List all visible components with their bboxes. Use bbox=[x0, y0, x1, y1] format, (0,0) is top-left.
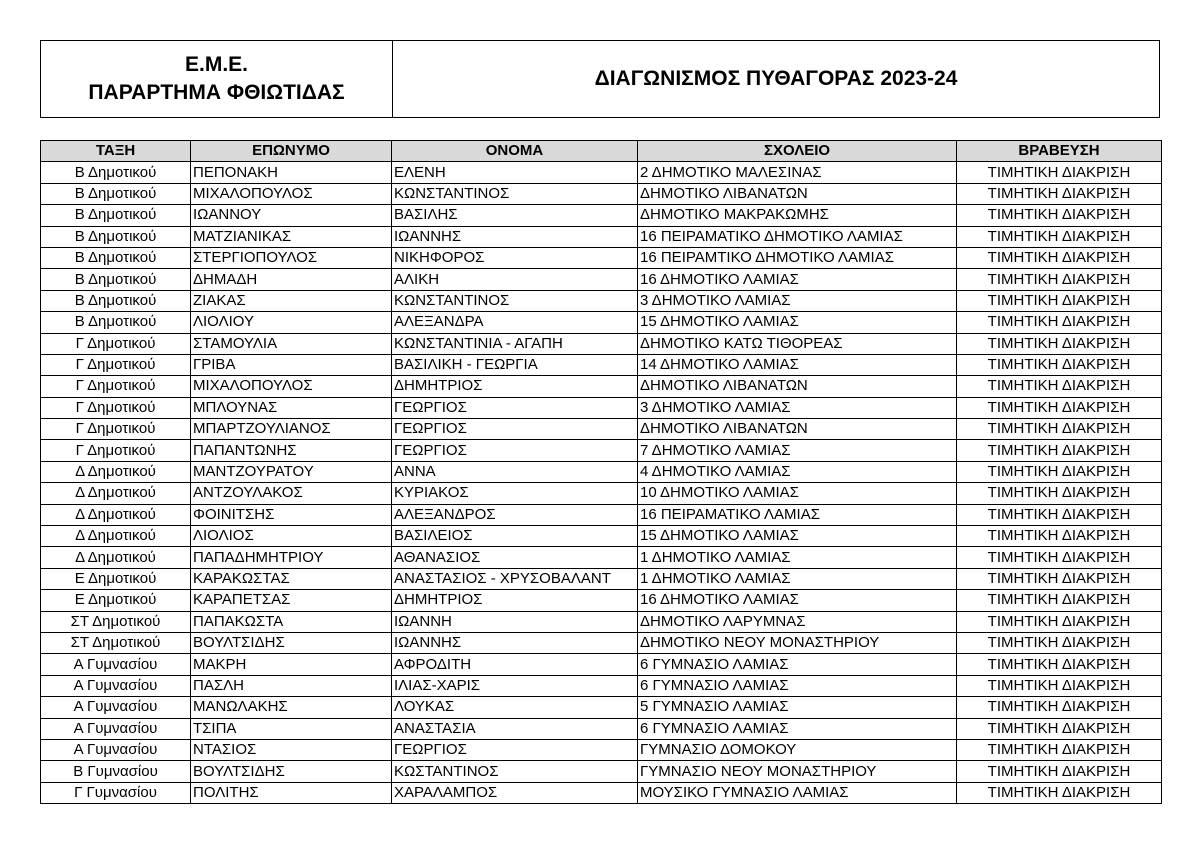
table-row bbox=[41, 526, 1162, 547]
school-cell: 6 ΓΥΜΝΑΣΙΟ ΛΑΜΙΑΣ bbox=[638, 718, 957, 739]
table-row bbox=[41, 590, 1162, 611]
surname-cell: ΠΑΠΑΝΤΩΝΗΣ bbox=[191, 440, 392, 461]
surname-cell: ΜΠΑΡΤΖΟΥΛΙΑΝΟΣ bbox=[191, 419, 392, 440]
class-cell: Δ Δημοτικού bbox=[41, 504, 191, 525]
first-name-cell: ΚΥΡΙΑΚΟΣ bbox=[392, 483, 638, 504]
surname-cell: ΔΗΜΑΔΗ bbox=[191, 269, 392, 290]
award-cell: ΤΙΜΗΤΙΚΗ ΔΙΑΚΡΙΣΗ bbox=[957, 290, 1162, 311]
class-cell: Α Γυμνασίου bbox=[41, 739, 191, 760]
class-cell: Β Δημοτικού bbox=[41, 162, 191, 183]
award-cell: ΤΙΜΗΤΙΚΗ ΔΙΑΚΡΙΣΗ bbox=[957, 461, 1162, 482]
surname-cell: ΜΙΧΑΛΟΠΟΥΛΟΣ bbox=[191, 183, 392, 204]
first-name-cell: ΑΦΡΟΔΙΤΗ bbox=[392, 654, 638, 675]
school-cell: ΔΗΜΟΤΙΚΟ ΚΑΤΩ ΤΙΘΟΡΕΑΣ bbox=[638, 333, 957, 354]
surname-cell: ΤΣΙΠΑ bbox=[191, 718, 392, 739]
surname-cell: ΦΟΙΝΙΤΣΗΣ bbox=[191, 504, 392, 525]
table-row bbox=[41, 312, 1162, 333]
table-row bbox=[41, 419, 1162, 440]
class-cell: Α Γυμνασίου bbox=[41, 675, 191, 696]
surname-cell: ΚΑΡΑΚΩΣΤΑΣ bbox=[191, 568, 392, 589]
table-row bbox=[41, 397, 1162, 418]
organization-branch: ΠΑΡΑΡΤΗΜΑ ΦΘΙΩΤΙΔΑΣ bbox=[88, 81, 345, 104]
class-cell: Δ Δημοτικού bbox=[41, 547, 191, 568]
surname-cell: ΜΑΚΡΗ bbox=[191, 654, 392, 675]
award-cell: ΤΙΜΗΤΙΚΗ ΔΙΑΚΡΙΣΗ bbox=[957, 312, 1162, 333]
surname-cell: ΚΑΡΑΠΕΤΣΑΣ bbox=[191, 590, 392, 611]
first-name-cell: ΝΙΚΗΦΟΡΟΣ bbox=[392, 247, 638, 268]
award-cell: ΤΙΜΗΤΙΚΗ ΔΙΑΚΡΙΣΗ bbox=[957, 397, 1162, 418]
surname-cell: ΣΤΕΡΓΙΟΠΟΥΛΟΣ bbox=[191, 247, 392, 268]
table-row bbox=[41, 504, 1162, 525]
award-cell: ΤΙΜΗΤΙΚΗ ΔΙΑΚΡΙΣΗ bbox=[957, 504, 1162, 525]
class-cell: Β Δημοτικού bbox=[41, 247, 191, 268]
award-cell: ΤΙΜΗΤΙΚΗ ΔΙΑΚΡΙΣΗ bbox=[957, 354, 1162, 375]
table-row bbox=[41, 290, 1162, 311]
results-table bbox=[40, 140, 1162, 804]
school-cell: 1 ΔΗΜΟΤΙΚΟ ΛΑΜΙΑΣ bbox=[638, 568, 957, 589]
document-header bbox=[40, 40, 1160, 118]
award-cell: ΤΙΜΗΤΙΚΗ ΔΙΑΚΡΙΣΗ bbox=[957, 739, 1162, 760]
organization-block bbox=[41, 41, 393, 117]
award-cell: ΤΙΜΗΤΙΚΗ ΔΙΑΚΡΙΣΗ bbox=[957, 547, 1162, 568]
class-cell: Β Δημοτικού bbox=[41, 312, 191, 333]
first-name-cell: ΔΗΜΗΤΡΙΟΣ bbox=[392, 376, 638, 397]
column-header-name: ΟΝΟΜΑ bbox=[392, 141, 638, 162]
class-cell: Γ Δημοτικού bbox=[41, 397, 191, 418]
first-name-cell: ΔΗΜΗΤΡΙΟΣ bbox=[392, 590, 638, 611]
school-cell: ΔΗΜΟΤΙΚΟ ΝΕΟΥ ΜΟΝΑΣΤΗΡΙΟΥ bbox=[638, 632, 957, 653]
award-cell: ΤΙΜΗΤΙΚΗ ΔΙΑΚΡΙΣΗ bbox=[957, 419, 1162, 440]
surname-cell: ΒΟΥΛΤΣΙΔΗΣ bbox=[191, 632, 392, 653]
school-cell: 16 ΔΗΜΟΤΙΚΟ ΛΑΜΙΑΣ bbox=[638, 590, 957, 611]
class-cell: Β Δημοτικού bbox=[41, 226, 191, 247]
award-cell: ΤΙΜΗΤΙΚΗ ΔΙΑΚΡΙΣΗ bbox=[957, 162, 1162, 183]
table-row bbox=[41, 611, 1162, 632]
table-row bbox=[41, 162, 1162, 183]
first-name-cell: ΑΛΕΞΑΝΔΡΟΣ bbox=[392, 504, 638, 525]
table-row bbox=[41, 654, 1162, 675]
school-cell: ΓΥΜΝΑΣΙΟ ΔΟΜΟΚΟΥ bbox=[638, 739, 957, 760]
first-name-cell: ΧΑΡΑΛΑΜΠΟΣ bbox=[392, 782, 638, 803]
first-name-cell: ΙΩΑΝΝΗΣ bbox=[392, 632, 638, 653]
award-cell: ΤΙΜΗΤΙΚΗ ΔΙΑΚΡΙΣΗ bbox=[957, 205, 1162, 226]
class-cell: Γ Δημοτικού bbox=[41, 419, 191, 440]
class-cell: ΣΤ Δημοτικού bbox=[41, 611, 191, 632]
table-row bbox=[41, 333, 1162, 354]
school-cell: 15 ΔΗΜΟΤΙΚΟ ΛΑΜΙΑΣ bbox=[638, 312, 957, 333]
table-row bbox=[41, 761, 1162, 782]
table-row bbox=[41, 247, 1162, 268]
award-cell: ΤΙΜΗΤΙΚΗ ΔΙΑΚΡΙΣΗ bbox=[957, 675, 1162, 696]
first-name-cell: ΑΝΑΣΤΑΣΙΟΣ - ΧΡΥΣΟΒΑΛΑΝΤ bbox=[392, 568, 638, 589]
school-cell: ΔΗΜΟΤΙΚΟ ΛΙΒΑΝΑΤΩΝ bbox=[638, 376, 957, 397]
class-cell: Γ Δημοτικού bbox=[41, 354, 191, 375]
table-row bbox=[41, 568, 1162, 589]
school-cell: 1 ΔΗΜΟΤΙΚΟ ΛΑΜΙΑΣ bbox=[638, 547, 957, 568]
award-cell: ΤΙΜΗΤΙΚΗ ΔΙΑΚΡΙΣΗ bbox=[957, 526, 1162, 547]
class-cell: Α Γυμνασίου bbox=[41, 654, 191, 675]
first-name-cell: ΑΘΑΝΑΣΙΟΣ bbox=[392, 547, 638, 568]
table-row bbox=[41, 697, 1162, 718]
surname-cell: ΜΑΤΖΙΑΝΙΚΑΣ bbox=[191, 226, 392, 247]
class-cell: Δ Δημοτικού bbox=[41, 483, 191, 504]
school-cell: ΔΗΜΟΤΙΚΟ ΛΑΡΥΜΝΑΣ bbox=[638, 611, 957, 632]
table-row bbox=[41, 226, 1162, 247]
first-name-cell: ΕΛΕΝΗ bbox=[392, 162, 638, 183]
award-cell: ΤΙΜΗΤΙΚΗ ΔΙΑΚΡΙΣΗ bbox=[957, 183, 1162, 204]
table-row bbox=[41, 782, 1162, 803]
first-name-cell: ΙΩΑΝΝΗ bbox=[392, 611, 638, 632]
table-row bbox=[41, 739, 1162, 760]
document-title: ΔΙΑΓΩΝΙΣΜΟΣ ΠΥΘΑΓΟΡΑΣ 2023-24 bbox=[594, 67, 958, 90]
surname-cell: ΛΙΟΛΙΟΣ bbox=[191, 526, 392, 547]
first-name-cell: ΑΛΙΚΗ bbox=[392, 269, 638, 290]
school-cell: 7 ΔΗΜΟΤΙΚΟ ΛΑΜΙΑΣ bbox=[638, 440, 957, 461]
school-cell: 16 ΔΗΜΟΤΙΚΟ ΛΑΜΙΑΣ bbox=[638, 269, 957, 290]
class-cell: Α Γυμνασίου bbox=[41, 697, 191, 718]
column-header-class: ΤΑΞΗ bbox=[41, 141, 191, 162]
first-name-cell: ΓΕΩΡΓΙΟΣ bbox=[392, 397, 638, 418]
award-cell: ΤΙΜΗΤΙΚΗ ΔΙΑΚΡΙΣΗ bbox=[957, 782, 1162, 803]
award-cell: ΤΙΜΗΤΙΚΗ ΔΙΑΚΡΙΣΗ bbox=[957, 590, 1162, 611]
surname-cell: ΠΟΛΙΤΗΣ bbox=[191, 782, 392, 803]
award-cell: ΤΙΜΗΤΙΚΗ ΔΙΑΚΡΙΣΗ bbox=[957, 226, 1162, 247]
school-cell: 16 ΠΕΙΡΑΜΑΤΙΚΟ ΛΑΜΙΑΣ bbox=[638, 504, 957, 525]
table-row bbox=[41, 183, 1162, 204]
award-cell: ΤΙΜΗΤΙΚΗ ΔΙΑΚΡΙΣΗ bbox=[957, 654, 1162, 675]
school-cell: 3 ΔΗΜΟΤΙΚΟ ΛΑΜΙΑΣ bbox=[638, 290, 957, 311]
first-name-cell: ΒΑΣΙΛΕΙΟΣ bbox=[392, 526, 638, 547]
first-name-cell: ΛΟΥΚΑΣ bbox=[392, 697, 638, 718]
school-cell: ΔΗΜΟΤΙΚΟ ΛΙΒΑΝΑΤΩΝ bbox=[638, 419, 957, 440]
first-name-cell: ΑΛΕΞΑΝΔΡΑ bbox=[392, 312, 638, 333]
class-cell: Γ Δημοτικού bbox=[41, 333, 191, 354]
table-row bbox=[41, 376, 1162, 397]
school-cell: ΔΗΜΟΤΙΚΟ ΜΑΚΡΑΚΩΜΗΣ bbox=[638, 205, 957, 226]
award-cell: ΤΙΜΗΤΙΚΗ ΔΙΑΚΡΙΣΗ bbox=[957, 376, 1162, 397]
class-cell: Γ Δημοτικού bbox=[41, 440, 191, 461]
class-cell: Δ Δημοτικού bbox=[41, 526, 191, 547]
award-cell: ΤΙΜΗΤΙΚΗ ΔΙΑΚΡΙΣΗ bbox=[957, 247, 1162, 268]
school-cell: 16 ΠΕΙΡΑΜΑΤΙΚΟ ΔΗΜΟΤΙΚΟ ΛΑΜΙΑΣ bbox=[638, 226, 957, 247]
surname-cell: ΑΝΤΖΟΥΛΑΚΟΣ bbox=[191, 483, 392, 504]
class-cell: ΣΤ Δημοτικού bbox=[41, 632, 191, 653]
school-cell: ΓΥΜΝΑΣΙΟ ΝΕΟΥ ΜΟΝΑΣΤΗΡΙΟΥ bbox=[638, 761, 957, 782]
award-cell: ΤΙΜΗΤΙΚΗ ΔΙΑΚΡΙΣΗ bbox=[957, 333, 1162, 354]
award-cell: ΤΙΜΗΤΙΚΗ ΔΙΑΚΡΙΣΗ bbox=[957, 718, 1162, 739]
class-cell: Ε Δημοτικού bbox=[41, 590, 191, 611]
table-body bbox=[41, 162, 1162, 804]
school-cell: 6 ΓΥΜΝΑΣΙΟ ΛΑΜΙΑΣ bbox=[638, 654, 957, 675]
first-name-cell: ΑΝΝΑ bbox=[392, 461, 638, 482]
first-name-cell: ΙΩΑΝΝΗΣ bbox=[392, 226, 638, 247]
surname-cell: ΛΙΟΛΙΟΥ bbox=[191, 312, 392, 333]
school-cell: ΔΗΜΟΤΙΚΟ ΛΙΒΑΝΑΤΩΝ bbox=[638, 183, 957, 204]
first-name-cell: ΑΝΑΣΤΑΣΙΑ bbox=[392, 718, 638, 739]
surname-cell: ΠΑΠΑΔΗΜΗΤΡΙΟΥ bbox=[191, 547, 392, 568]
surname-cell: ΙΩΑΝΝΟΥ bbox=[191, 205, 392, 226]
surname-cell: ΠΑΣΛΗ bbox=[191, 675, 392, 696]
first-name-cell: ΓΕΩΡΓΙΟΣ bbox=[392, 419, 638, 440]
surname-cell: ΜΙΧΑΛΟΠΟΥΛΟΣ bbox=[191, 376, 392, 397]
table-row bbox=[41, 547, 1162, 568]
table-row bbox=[41, 632, 1162, 653]
surname-cell: ΒΟΥΛΤΣΙΔΗΣ bbox=[191, 761, 392, 782]
table-row bbox=[41, 440, 1162, 461]
school-cell: 3 ΔΗΜΟΤΙΚΟ ΛΑΜΙΑΣ bbox=[638, 397, 957, 418]
first-name-cell: ΚΩΝΣΤΑΝΤΙΝΟΣ bbox=[392, 290, 638, 311]
first-name-cell: ΚΩΝΣΤΑΝΤΙΝΙΑ - ΑΓΑΠΗ bbox=[392, 333, 638, 354]
table-row bbox=[41, 461, 1162, 482]
class-cell: Β Γυμνασίου bbox=[41, 761, 191, 782]
first-name-cell: ΒΑΣΙΛΗΣ bbox=[392, 205, 638, 226]
column-header-surname: ΕΠΩΝΥΜΟ bbox=[191, 141, 392, 162]
class-cell: Γ Δημοτικού bbox=[41, 376, 191, 397]
award-cell: ΤΙΜΗΤΙΚΗ ΔΙΑΚΡΙΣΗ bbox=[957, 269, 1162, 290]
award-cell: ΤΙΜΗΤΙΚΗ ΔΙΑΚΡΙΣΗ bbox=[957, 568, 1162, 589]
award-cell: ΤΙΜΗΤΙΚΗ ΔΙΑΚΡΙΣΗ bbox=[957, 697, 1162, 718]
table-row bbox=[41, 483, 1162, 504]
table-row bbox=[41, 205, 1162, 226]
table-header-row bbox=[41, 141, 1162, 162]
first-name-cell: ΓΕΩΡΓΙΟΣ bbox=[392, 739, 638, 760]
class-cell: Δ Δημοτικού bbox=[41, 461, 191, 482]
surname-cell: ΝΤΑΣΙΟΣ bbox=[191, 739, 392, 760]
class-cell: Β Δημοτικού bbox=[41, 290, 191, 311]
school-cell: 10 ΔΗΜΟΤΙΚΟ ΛΑΜΙΑΣ bbox=[638, 483, 957, 504]
class-cell: Γ Γυμνασίου bbox=[41, 782, 191, 803]
table-row bbox=[41, 718, 1162, 739]
school-cell: 14 ΔΗΜΟΤΙΚΟ ΛΑΜΙΑΣ bbox=[638, 354, 957, 375]
class-cell: Β Δημοτικού bbox=[41, 269, 191, 290]
school-cell: 15 ΔΗΜΟΤΙΚΟ ΛΑΜΙΑΣ bbox=[638, 526, 957, 547]
surname-cell: ΜΑΝΤΖΟΥΡΑΤΟΥ bbox=[191, 461, 392, 482]
table-row bbox=[41, 675, 1162, 696]
school-cell: ΜΟΥΣΙΚΟ ΓΥΜΝΑΣΙΟ ΛΑΜΙΑΣ bbox=[638, 782, 957, 803]
school-cell: 5 ΓΥΜΝΑΣΙΟ ΛΑΜΙΑΣ bbox=[638, 697, 957, 718]
organization-name: Ε.Μ.Ε. bbox=[184, 53, 248, 76]
school-cell: 16 ΠΕΙΡΑΜΤΙΚΟ ΔΗΜΟΤΙΚΟ ΛΑΜΙΑΣ bbox=[638, 247, 957, 268]
class-cell: Β Δημοτικού bbox=[41, 205, 191, 226]
class-cell: Β Δημοτικού bbox=[41, 183, 191, 204]
first-name-cell: ΙΛΙΑΣ-ΧΑΡΙΣ bbox=[392, 675, 638, 696]
surname-cell: ΜΠΛΟΥΝΑΣ bbox=[191, 397, 392, 418]
class-cell: Ε Δημοτικού bbox=[41, 568, 191, 589]
first-name-cell: ΓΕΩΡΓΙΟΣ bbox=[392, 440, 638, 461]
surname-cell: ΠΑΠΑΚΩΣΤΑ bbox=[191, 611, 392, 632]
table-row bbox=[41, 354, 1162, 375]
surname-cell: ΖΙΑΚΑΣ bbox=[191, 290, 392, 311]
award-cell: ΤΙΜΗΤΙΚΗ ΔΙΑΚΡΙΣΗ bbox=[957, 761, 1162, 782]
surname-cell: ΣΤΑΜΟΥΛΙΑ bbox=[191, 333, 392, 354]
surname-cell: ΓΡΙΒΑ bbox=[191, 354, 392, 375]
award-cell: ΤΙΜΗΤΙΚΗ ΔΙΑΚΡΙΣΗ bbox=[957, 483, 1162, 504]
first-name-cell: ΚΩΣΤΑΝΤΙΝΟΣ bbox=[392, 761, 638, 782]
surname-cell: ΜΑΝΩΛΑΚΗΣ bbox=[191, 697, 392, 718]
school-cell: 2 ΔΗΜΟΤΙΚΟ ΜΑΛΕΣΙΝΑΣ bbox=[638, 162, 957, 183]
class-cell: Α Γυμνασίου bbox=[41, 718, 191, 739]
column-header-award: ΒΡΑΒΕΥΣΗ bbox=[957, 141, 1162, 162]
award-cell: ΤΙΜΗΤΙΚΗ ΔΙΑΚΡΙΣΗ bbox=[957, 440, 1162, 461]
table-row bbox=[41, 269, 1162, 290]
school-cell: 4 ΔΗΜΟΤΙΚΟ ΛΑΜΙΑΣ bbox=[638, 461, 957, 482]
column-header-school: ΣΧΟΛΕΙΟ bbox=[638, 141, 957, 162]
school-cell: 6 ΓΥΜΝΑΣΙΟ ΛΑΜΙΑΣ bbox=[638, 675, 957, 696]
surname-cell: ΠΕΠΟΝΑΚΗ bbox=[191, 162, 392, 183]
first-name-cell: ΚΩΝΣΤΑΝΤΙΝΟΣ bbox=[392, 183, 638, 204]
first-name-cell: ΒΑΣΙΛΙΚΗ - ΓΕΩΡΓΙΑ bbox=[392, 354, 638, 375]
award-cell: ΤΙΜΗΤΙΚΗ ΔΙΑΚΡΙΣΗ bbox=[957, 632, 1162, 653]
award-cell: ΤΙΜΗΤΙΚΗ ΔΙΑΚΡΙΣΗ bbox=[957, 611, 1162, 632]
